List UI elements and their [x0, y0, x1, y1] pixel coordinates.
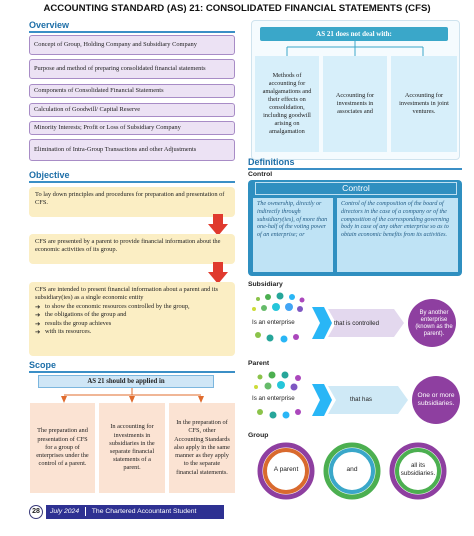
- page-number: 28: [29, 505, 43, 519]
- scope-item: The preparation and presentation of CFS for a group of enterprises under the control of a parent.: [30, 403, 95, 493]
- page-title: ACCOUNTING STANDARD (AS) 21: CONSOLIDATED FINANCIAL STATEMENTS (CFS): [43, 3, 431, 14]
- down-arrow-icon: [208, 214, 228, 236]
- overview-item: Minority Interests; Profit or Loss of Subsidiary Company: [29, 121, 235, 135]
- group-item-subsidiaries: all its subsidiaries.: [400, 462, 436, 477]
- arrow-right-icon: ➔: [35, 302, 41, 311]
- control-banner: Control: [255, 182, 457, 195]
- parent-label: Parent: [248, 360, 270, 367]
- overview-heading: Overview: [29, 20, 70, 30]
- overview-item: Concept of Group, Holding Company and Subsidiary Company: [29, 35, 235, 55]
- objective-bullet: ➔ with its resources.: [35, 328, 92, 337]
- scope-heading: Scope: [29, 360, 57, 370]
- overview-item: Calculation of Goodwill/ Capital Reserve: [29, 103, 235, 117]
- scope-divider: [29, 371, 235, 373]
- parent-part-3: One or more subsidiaries.: [417, 392, 455, 407]
- objective-intro: CFS are intended to present financial information about a parent and its subsidiary(ies) as a single economic entity: [35, 286, 218, 302]
- overview-divider: [29, 31, 235, 33]
- footer-divider: [85, 507, 86, 516]
- not-deal-item: Accounting for investments in associates and: [323, 56, 387, 152]
- footer-bar: [46, 505, 224, 519]
- group-item-and: and: [346, 466, 358, 473]
- objective-box-3: [29, 282, 235, 356]
- arrow-right-icon: ➔: [35, 328, 41, 337]
- objective-heading: Objective: [29, 170, 70, 180]
- control-definition-left: The ownership, directly or indirectly through subsidiary(ies), of more than one-half of the voting power of an enterprise; or: [253, 198, 333, 272]
- subsidiary-part-2: that is controlled: [334, 320, 380, 327]
- overview-item: Elimination of Intra-Group Transactions and other Adjustments: [29, 139, 235, 161]
- subsidiary-label: Subsidiary: [248, 281, 283, 288]
- objective-bullet: ➔ to show the economic resources controlled by the group,: [35, 302, 190, 311]
- scope-banner: AS 21 should be applied in: [38, 375, 214, 388]
- scope-connector: [29, 388, 235, 404]
- scope-item: In the preparation of CFS, other Accounting Standards also apply in the same manner as they apply to the separate financial statements.: [169, 403, 235, 493]
- subsidiary-part-3: By another enterprise (known as the parent).: [415, 310, 453, 337]
- arrow-right-icon: ➔: [35, 311, 41, 320]
- objective-box-1: To lay down principles and procedures for preparation and presentation of CFS.: [29, 187, 235, 217]
- scope-item: In accounting for investments in subsidiaries in the separate financial statements of a parent.: [99, 403, 165, 493]
- not-deal-item: Accounting for investments in joint ventures.: [391, 56, 457, 152]
- arrow-right-icon: ➔: [35, 319, 41, 328]
- down-arrow-icon: [208, 262, 228, 284]
- overview-item: Components of Consolidated Financial Statements: [29, 84, 235, 98]
- objective-box-2: CFS are presented by a parent to provide financial information about the economic activities of its group.: [29, 234, 235, 264]
- not-deal-item: Methods of accounting for amalgamations and their effects on consolidation, including goodwill arising on amalgamation: [255, 56, 319, 152]
- footer-month: July 2024: [50, 508, 80, 515]
- not-deal-connector: [251, 41, 460, 57]
- group-label: Group: [248, 432, 269, 439]
- control-label: Control: [248, 171, 273, 178]
- subsidiary-part-1: Is an enterprise: [252, 319, 295, 326]
- definitions-divider: [248, 168, 462, 170]
- parent-part-1: Is an enterprise: [252, 395, 295, 402]
- objective-bullet: ➔ the obligations of the group and: [35, 311, 127, 320]
- overview-item: Purpose and method of preparing consolidated financial statements: [29, 59, 235, 79]
- definitions-heading: Definitions: [248, 157, 295, 167]
- objective-bullet: ➔ results the group achieves: [35, 319, 112, 328]
- group-item-parent: A parent: [273, 466, 299, 473]
- control-definition-right: Control of the composition of the board of directors in the case of a company or of the composition of the corresponding governing body in case of any other enterprise so as to obtain economic benefits from its activities.: [337, 198, 458, 272]
- not-deal-heading: AS 21 does not deal with:: [260, 27, 448, 41]
- parent-part-2: that has: [350, 396, 373, 403]
- objective-divider: [29, 181, 235, 183]
- footer-publication: The Chartered Accountant Student: [91, 508, 197, 515]
